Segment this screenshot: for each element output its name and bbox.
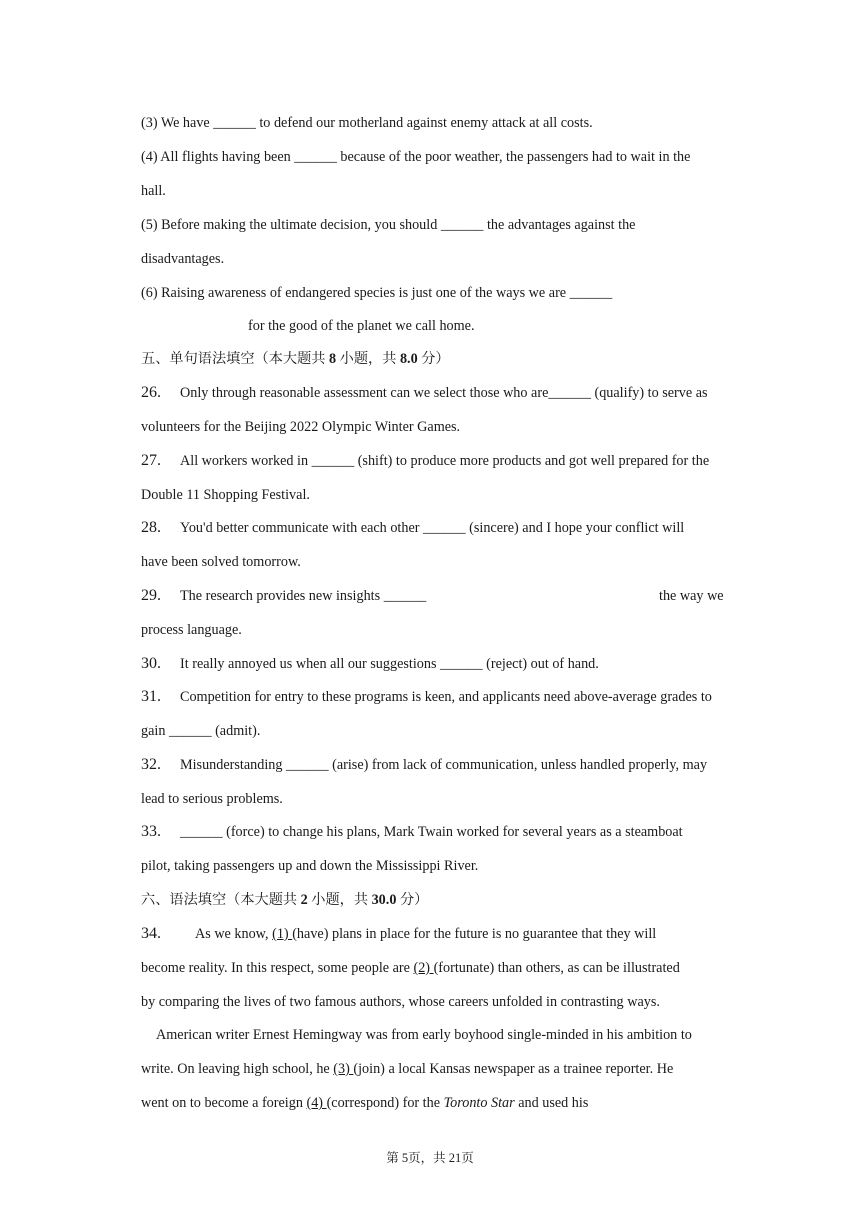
section-6-heading [141, 891, 428, 909]
question-text: All workers worked in ______ (shift) to produce more products and got well prepared for the [180, 453, 710, 469]
passage-text: and used his [514, 1095, 589, 1111]
section-6-heading-end: 分） [396, 892, 429, 908]
question-text: Competition for entry to these programs is keen, and applicants need above-average grades to [180, 689, 712, 705]
passage-text: (join) a local Kansas newspaper as a trainee reporter. He [353, 1061, 674, 1077]
question-27 [141, 452, 709, 470]
question-text: ______ (force) to change his plans, Mark Twain worked for several years as a steamboat [180, 824, 683, 840]
question-text: Misunderstanding ______ (arise) from lack of communication, unless handled properly, may [180, 757, 708, 773]
question-number: 27. [141, 452, 161, 469]
question-number: 33. [141, 823, 161, 840]
section-5-count: 8 [329, 351, 337, 367]
sentence-6-line1: (6) Raising awareness of endangered species is just one of the ways we are ______ [141, 285, 613, 301]
question-number: 28. [141, 519, 161, 536]
sentence-4-line2: hall. [141, 183, 166, 199]
newspaper-name: Toronto Star [443, 1095, 515, 1111]
question-34-line2 [141, 959, 680, 977]
section-6-heading-mid: 小题，共 [307, 892, 372, 908]
blank-3[interactable]: (3) [333, 1061, 354, 1077]
section-5-heading [141, 350, 450, 368]
question-29-cont: process language. [141, 622, 242, 638]
question-34-para2-line1: American writer Ernest Hemingway was from early boyhood single-minded in his ambition to [156, 1027, 692, 1043]
question-number: 32. [141, 756, 161, 773]
passage-text: As we know, [195, 926, 273, 942]
question-34-para2-line3 [141, 1094, 588, 1112]
question-27-cont: Double 11 Shopping Festival. [141, 487, 310, 503]
question-text: It really annoyed us when all our suggestions ______ (reject) out of hand. [180, 656, 599, 672]
question-number: 34. [141, 925, 161, 942]
question-number: 29. [141, 587, 161, 604]
question-28-cont: have been solved tomorrow. [141, 554, 301, 570]
question-number: 31. [141, 688, 161, 705]
question-26-cont: volunteers for the Beijing 2022 Olympic Winter Games. [141, 419, 461, 435]
passage-text: went on to become a foreign [141, 1095, 307, 1111]
passage-text: (have) plans in place for the future is no guarantee that they will [292, 926, 657, 942]
question-32 [141, 756, 707, 774]
section-5-points: 8.0 [399, 351, 418, 367]
question-29-right-fragment: the way we [659, 588, 724, 604]
passage-text: (correspond) for the [326, 1095, 444, 1111]
question-31 [141, 688, 712, 706]
question-text: Only through reasonable assessment can we select those who are______ (qualify) to serve as [180, 385, 708, 401]
passage-text: become reality. In this respect, some people are [141, 960, 414, 976]
question-31-cont: gain ______ (admit). [141, 723, 261, 739]
section-5-heading-text: 五、单句语法填空（本大题共 [141, 351, 329, 367]
question-text: You'd better communicate with each other ______ (sincere) and I hope your conflict will [180, 520, 685, 536]
section-6-count: 2 [300, 892, 308, 908]
sentence-5-line2: disadvantages. [141, 251, 225, 267]
question-34-line1 [141, 925, 656, 943]
question-text: The research provides new insights ______ [180, 588, 427, 604]
passage-text: write. On leaving high school, he [141, 1061, 334, 1077]
question-number: 30. [141, 655, 161, 672]
blank-2[interactable]: (2) [413, 960, 434, 976]
question-28 [141, 519, 684, 537]
section-5-heading-mid: 小题，共 [336, 351, 400, 367]
question-33-cont: pilot, taking passengers up and down the Mississippi River. [141, 858, 479, 874]
sentence-6-line2: for the good of the planet we call home. [248, 318, 475, 334]
section-5-heading-end: 分） [417, 351, 450, 367]
question-33 [141, 823, 683, 841]
sentence-4-line1: (4) All flights having been ______ because of the poor weather, the passengers had to wait in the [141, 149, 691, 165]
passage-text: (fortunate) than others, as can be illustrated [433, 960, 680, 976]
sentence-5-line1: (5) Before making the ultimate decision, you should ______ the advantages against the [141, 217, 636, 233]
page-footer: 第 5页，共 21页 [386, 1151, 474, 1165]
question-30 [141, 655, 599, 673]
question-number: 26. [141, 384, 161, 401]
question-34-para2-line2 [141, 1060, 673, 1078]
sentence-3: (3) We have ______ to defend our motherland against enemy attack at all costs. [141, 115, 593, 131]
section-6-heading-text: 六、语法填空（本大题共 [141, 892, 301, 908]
question-26 [141, 384, 708, 402]
question-32-cont: lead to serious problems. [141, 791, 283, 807]
question-29 [141, 587, 731, 605]
question-34-line3: by comparing the lives of two famous authors, whose careers unfolded in contrasting ways. [141, 994, 660, 1010]
blank-1[interactable]: (1) [272, 926, 293, 942]
blank-4[interactable]: (4) [306, 1095, 327, 1111]
section-6-points: 30.0 [371, 892, 397, 908]
